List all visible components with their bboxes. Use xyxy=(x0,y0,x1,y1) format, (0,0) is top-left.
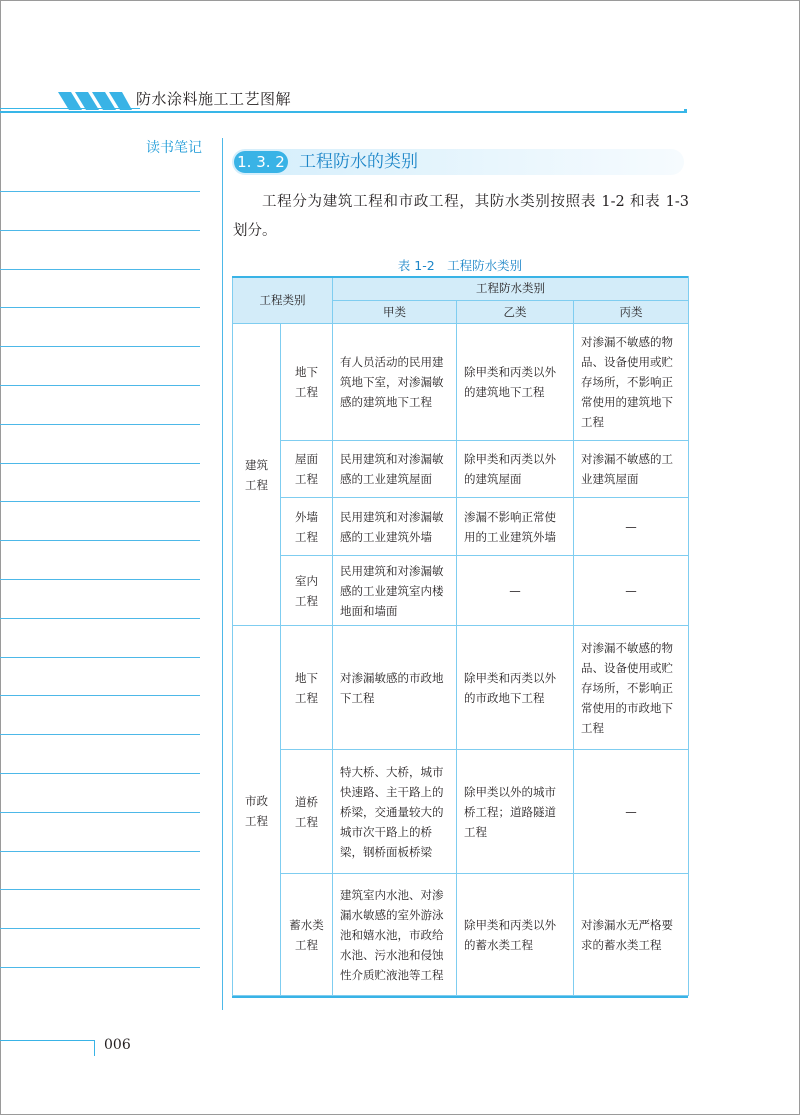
subcategory-cell: 屋面工程 xyxy=(281,441,333,498)
class-c-cell: 对渗漏不敏感的物品、设备使用或贮存场所，不影响正常使用的市政地下工程 xyxy=(574,626,689,750)
table-row xyxy=(233,750,689,874)
table-bottom-rule xyxy=(232,996,688,998)
header-rule xyxy=(0,111,686,113)
header-waterproof-type: 工程防水类别 xyxy=(333,277,689,301)
header-class-a: 甲类 xyxy=(333,300,457,324)
section-title: 工程防水的类别 xyxy=(299,152,418,172)
subcategory-cell: 室内工程 xyxy=(281,556,333,626)
class-a-cell: 有人员活动的民用建筑地下室，对渗漏敏感的建筑地下工程 xyxy=(333,324,457,441)
class-b-cell: 除甲类以外的城市桥工程；道路隧道工程 xyxy=(457,750,574,874)
header-engineering-type: 工程类别 xyxy=(233,277,333,324)
note-line xyxy=(0,889,200,890)
class-a-cell: 建筑室内水池、对渗漏水敏感的室外游泳池和嬉水池，市政给水池、污水池和侵蚀性介质贮液池等工程 xyxy=(333,874,457,996)
category-cell: 建筑工程 xyxy=(233,324,281,626)
class-a-cell: 民用建筑和对渗漏敏感的工业建筑外墙 xyxy=(333,498,457,556)
note-line xyxy=(0,269,200,270)
class-b-cell: 渗漏不影响正常使用的工业建筑外墙 xyxy=(457,498,574,556)
header-class-c: 丙类 xyxy=(574,300,689,324)
column-divider xyxy=(222,138,223,1010)
note-line xyxy=(0,618,200,619)
table-caption: 表 1-2 工程防水类别 xyxy=(397,258,523,273)
note-line xyxy=(0,501,200,502)
class-b-cell: 除甲类和丙类以外的建筑屋面 xyxy=(457,441,574,498)
subcategory-cell: 外墙工程 xyxy=(281,498,333,556)
note-line xyxy=(0,424,200,425)
class-b-cell: 除甲类和丙类以外的蓄水类工程 xyxy=(457,874,574,996)
table-row xyxy=(233,498,689,556)
subcategory-cell: 蓄水类工程 xyxy=(281,874,333,996)
note-line xyxy=(0,967,200,968)
note-line xyxy=(0,695,200,696)
section-number: 1. 3. 2 xyxy=(234,151,288,173)
class-a-cell: 民用建筑和对渗漏敏感的工业建筑室内楼地面和墙面 xyxy=(333,556,457,626)
table-row xyxy=(233,874,689,996)
note-line xyxy=(0,773,200,774)
table-row xyxy=(233,556,689,626)
header-rule-end xyxy=(684,109,687,113)
class-a-cell: 特大桥、大桥，城市快速路、主干路上的桥梁，交通量较大的城市次干路上的桥梁，钢桥面板桥梁 xyxy=(333,750,457,874)
note-line xyxy=(0,928,200,929)
table-row xyxy=(233,324,689,441)
notes-title: 读书笔记 xyxy=(146,140,202,156)
class-b-cell: 除甲类和丙类以外的建筑地下工程 xyxy=(457,324,574,441)
note-line xyxy=(0,812,200,813)
class-b-cell: — xyxy=(457,556,574,626)
body-paragraph: 工程分为建筑工程和市政工程，其防水类别按照表 1-2 和表 1-3 划分。 xyxy=(233,194,689,239)
note-line xyxy=(0,346,200,347)
table-header-row xyxy=(233,277,689,301)
header-class-b: 乙类 xyxy=(457,300,574,324)
class-c-cell: — xyxy=(574,498,689,556)
note-line xyxy=(0,463,200,464)
running-header-title: 防水涂料施工工艺图解 xyxy=(136,90,292,108)
table-top-rule xyxy=(232,276,688,278)
class-a-cell: 民用建筑和对渗漏敏感的工业建筑屋面 xyxy=(333,441,457,498)
class-c-cell: 对渗漏水无严格要求的蓄水类工程 xyxy=(574,874,689,996)
class-c-cell: 对渗漏不敏感的物品、设备使用或贮存场所，不影响正常使用的建筑地下工程 xyxy=(574,324,689,441)
waterproof-class-table xyxy=(232,276,689,996)
subcategory-cell: 地下工程 xyxy=(281,626,333,750)
class-c-cell: 对渗漏不敏感的工业建筑屋面 xyxy=(574,441,689,498)
note-line xyxy=(0,579,200,580)
category-cell: 市政工程 xyxy=(233,626,281,996)
note-line xyxy=(0,734,200,735)
footer-rule xyxy=(0,1040,94,1041)
note-line xyxy=(0,191,200,192)
note-line xyxy=(0,540,200,541)
table-row xyxy=(233,626,689,750)
header-rule-thin xyxy=(0,108,140,109)
note-line xyxy=(0,851,200,852)
note-line xyxy=(0,657,200,658)
page-number: 006 xyxy=(104,1037,131,1053)
note-line xyxy=(0,385,200,386)
subcategory-cell: 地下工程 xyxy=(281,324,333,441)
class-a-cell: 对渗漏敏感的市政地下工程 xyxy=(333,626,457,750)
class-c-cell: — xyxy=(574,750,689,874)
class-b-cell: 除甲类和丙类以外的市政地下工程 xyxy=(457,626,574,750)
footer-rule-tick xyxy=(94,1040,95,1056)
note-line xyxy=(0,230,200,231)
class-c-cell: — xyxy=(574,556,689,626)
table-row xyxy=(233,441,689,498)
note-line xyxy=(0,307,200,308)
subcategory-cell: 道桥工程 xyxy=(281,750,333,874)
